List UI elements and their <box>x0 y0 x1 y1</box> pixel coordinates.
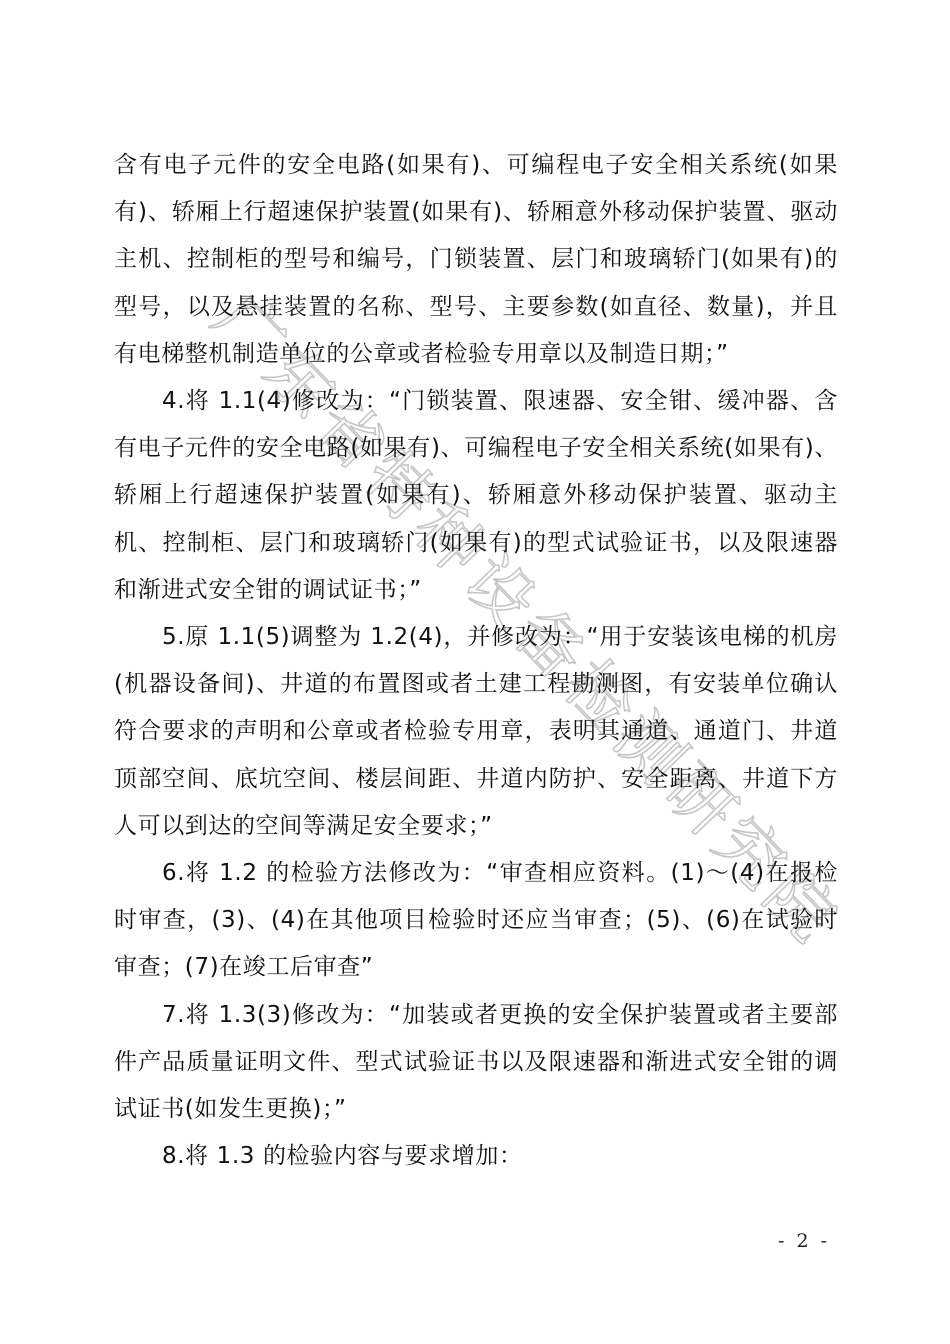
watermark-char: 究 <box>699 802 801 904</box>
watermark-char: 东 <box>249 331 351 433</box>
paragraph-item-4: 4.将 1.1(4)修改为：“门锁装置、限速器、安全钳、缓冲器、含有电子元件的安全电路(如果有)、可编程电子安全相关系统(如果有)、轿厢上行超速保护装置(如果有)、轿厢意外移动保护装置、驱动主机、控制柜、层门和玻璃轿门(如果有)的型式试验证书，以及限速器和渐进式安全钳的调试证书；” <box>114 388 838 603</box>
paragraph-continuation: 含有电子元件的安全电路(如果有)、可编程电子安全相关系统(如果有)、轿厢上行超速保护装置(如果有)、轿厢意外移动保护装置、驱动主机、控制柜的型号和编号，门锁装置、层门和玻璃轿门(如果有)的型号，以及悬挂装置的名称、型号、主要参数(如直径、数量)，并且有电梯整机制造单位的公章或者检验专用章以及制造日期；” <box>114 152 838 367</box>
watermark-char: 广 <box>199 279 301 381</box>
watermark-char: 研 <box>649 749 751 851</box>
watermark-char: 特 <box>349 436 451 538</box>
watermark-char: 设 <box>449 540 551 642</box>
watermark-char: 种 <box>399 488 501 590</box>
paragraph-item-6: 6.将 1.2 的检验方法修改为：“审查相应资料。(1)～(4)在报检时审查，(3)、(4)在其他项目检验时还应当审查；(5)、(6)在试验时审查；(7)在竣工后审查” <box>114 860 838 981</box>
paragraph-item-8: 8.将 1.3 的检验内容与要求增加： <box>162 1143 523 1170</box>
watermark-char: 测 <box>599 697 701 799</box>
watermark-char: 备 <box>499 593 601 695</box>
page-number: - 2 - <box>778 1230 831 1252</box>
paragraph-item-7: 7.将 1.3(3)修改为：“加装或者更换的安全保护装置或者主要部件产品质量证明文件、型式试验证书以及限速器和渐进式安全钳的调试证书(如发生更换)；” <box>114 1001 838 1123</box>
paragraph-item-5: 5.原 1.1(5)调整为 1.2(4)，并修改为：“用于安装该电梯的机房(机器设备间)、井道的布置图或者土建工程勘测图，有安装单位确认符合要求的声明和公章或者检验专用章，表明其通道、通道门、井道顶部空间、底坑空间、楼层间距、井道内防护、安全距离、井道下方人可以到达的空间等满足安全要求；” <box>114 624 838 839</box>
watermark-char: 检 <box>549 645 651 747</box>
watermark-char: 省 <box>299 384 401 486</box>
document-body <box>114 142 838 1180</box>
watermark-char: 院 <box>749 854 851 956</box>
